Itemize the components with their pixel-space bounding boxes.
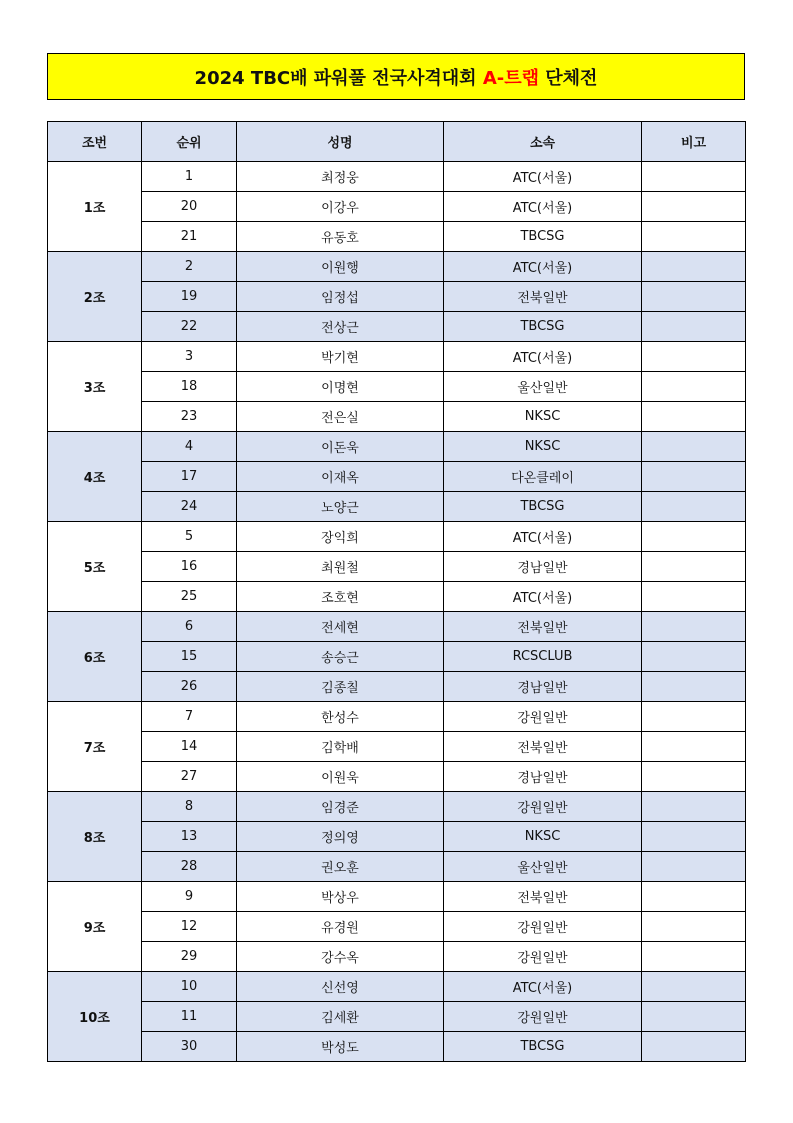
note-cell (642, 972, 746, 1002)
note-cell (642, 432, 746, 462)
name-cell: 전은실 (237, 402, 444, 432)
affiliation-cell: TBCSG (444, 492, 642, 522)
affiliation-cell: 전북일반 (444, 882, 642, 912)
rank-cell: 12 (142, 912, 237, 942)
name-cell: 이명현 (237, 372, 444, 402)
note-cell (642, 792, 746, 822)
note-cell (642, 522, 746, 552)
table-row (48, 252, 746, 282)
note-cell (642, 402, 746, 432)
rank-cell: 28 (142, 852, 237, 882)
name-cell: 임경준 (237, 792, 444, 822)
rank-cell: 2 (142, 252, 237, 282)
rank-cell: 4 (142, 432, 237, 462)
group-label-cell: 1조 (48, 162, 142, 252)
note-cell (642, 192, 746, 222)
rank-cell: 17 (142, 462, 237, 492)
name-cell: 유경원 (237, 912, 444, 942)
table-row (48, 732, 746, 762)
table-row (48, 282, 746, 312)
note-cell (642, 732, 746, 762)
name-cell: 유동호 (237, 222, 444, 252)
note-cell (642, 822, 746, 852)
note-cell (642, 1032, 746, 1062)
name-cell: 권오훈 (237, 852, 444, 882)
affiliation-cell: 강원일반 (444, 702, 642, 732)
name-cell: 최정웅 (237, 162, 444, 192)
table-row (48, 792, 746, 822)
note-cell (642, 852, 746, 882)
name-cell: 임정섭 (237, 282, 444, 312)
affiliation-cell: TBCSG (444, 222, 642, 252)
name-cell: 정의영 (237, 822, 444, 852)
affiliation-cell: NKSC (444, 822, 642, 852)
table-row (48, 552, 746, 582)
note-cell (642, 582, 746, 612)
affiliation-cell: ATC(서울) (444, 192, 642, 222)
affiliation-cell: 강원일반 (444, 912, 642, 942)
affiliation-cell: TBCSG (444, 312, 642, 342)
table-body (48, 162, 746, 1062)
name-cell: 전세현 (237, 612, 444, 642)
note-cell (642, 312, 746, 342)
rank-cell: 25 (142, 582, 237, 612)
note-cell (642, 552, 746, 582)
name-cell: 이원욱 (237, 762, 444, 792)
rank-cell: 24 (142, 492, 237, 522)
table-row (48, 402, 746, 432)
affiliation-cell: TBCSG (444, 1032, 642, 1062)
name-cell: 김세환 (237, 1002, 444, 1032)
table-row (48, 822, 746, 852)
rank-cell: 5 (142, 522, 237, 552)
note-cell (642, 282, 746, 312)
name-cell: 최원철 (237, 552, 444, 582)
table-row (48, 882, 746, 912)
table-row (48, 672, 746, 702)
group-label-cell: 8조 (48, 792, 142, 882)
rank-cell: 8 (142, 792, 237, 822)
table-row (48, 1032, 746, 1062)
rank-cell: 19 (142, 282, 237, 312)
group-label-cell: 9조 (48, 882, 142, 972)
affiliation-cell: RCSCLUB (444, 642, 642, 672)
table-row (48, 522, 746, 552)
note-cell (642, 222, 746, 252)
title-suffix-text: 단체전 (539, 67, 598, 89)
header-affiliation: 소속 (444, 122, 642, 162)
affiliation-cell: NKSC (444, 402, 642, 432)
affiliation-cell: 경남일반 (444, 672, 642, 702)
rank-cell: 29 (142, 942, 237, 972)
name-cell: 신선영 (237, 972, 444, 1002)
rank-cell: 15 (142, 642, 237, 672)
name-cell: 노양근 (237, 492, 444, 522)
table-row (48, 312, 746, 342)
affiliation-cell: ATC(서울) (444, 582, 642, 612)
rank-cell: 11 (142, 1002, 237, 1032)
name-cell: 김학배 (237, 732, 444, 762)
table-row (48, 432, 746, 462)
affiliation-cell: NKSC (444, 432, 642, 462)
rank-cell: 10 (142, 972, 237, 1002)
name-cell: 박상우 (237, 882, 444, 912)
table-row (48, 462, 746, 492)
document-title (47, 53, 745, 100)
affiliation-cell: 경남일반 (444, 762, 642, 792)
name-cell: 조호현 (237, 582, 444, 612)
note-cell (642, 642, 746, 672)
table-row (48, 1002, 746, 1032)
table-row (48, 342, 746, 372)
affiliation-cell: 울산일반 (444, 852, 642, 882)
header-group-number: 조번 (48, 122, 142, 162)
name-cell: 강수옥 (237, 942, 444, 972)
group-label-cell: 3조 (48, 342, 142, 432)
affiliation-cell: 울산일반 (444, 372, 642, 402)
note-cell (642, 372, 746, 402)
header-row (48, 122, 746, 162)
rank-cell: 22 (142, 312, 237, 342)
rank-cell: 27 (142, 762, 237, 792)
header-name: 성명 (237, 122, 444, 162)
table-row (48, 762, 746, 792)
affiliation-cell: ATC(서울) (444, 342, 642, 372)
name-cell: 한성수 (237, 702, 444, 732)
rank-cell: 13 (142, 822, 237, 852)
affiliation-cell: 다온클레이 (444, 462, 642, 492)
table-row (48, 192, 746, 222)
rank-cell: 23 (142, 402, 237, 432)
header-note: 비고 (642, 122, 746, 162)
affiliation-cell: 강원일반 (444, 792, 642, 822)
affiliation-cell: ATC(서울) (444, 252, 642, 282)
rank-cell: 9 (142, 882, 237, 912)
note-cell (642, 672, 746, 702)
affiliation-cell: ATC(서울) (444, 972, 642, 1002)
title-accent-text: A-트랩 (482, 67, 539, 89)
name-cell: 이재옥 (237, 462, 444, 492)
group-label-cell: 7조 (48, 702, 142, 792)
rank-cell: 7 (142, 702, 237, 732)
table-row (48, 912, 746, 942)
name-cell: 이돈욱 (237, 432, 444, 462)
table-header (48, 122, 746, 162)
affiliation-cell: 강원일반 (444, 1002, 642, 1032)
affiliation-cell: 경남일반 (444, 552, 642, 582)
affiliation-cell: ATC(서울) (444, 522, 642, 552)
note-cell (642, 492, 746, 522)
rank-cell: 26 (142, 672, 237, 702)
note-cell (642, 342, 746, 372)
table-row (48, 942, 746, 972)
note-cell (642, 912, 746, 942)
name-cell: 장익희 (237, 522, 444, 552)
rank-cell: 18 (142, 372, 237, 402)
table-row (48, 702, 746, 732)
table-row (48, 612, 746, 642)
note-cell (642, 162, 746, 192)
title-text: 2024 TBC배 파워풀 전국사격대회 (194, 67, 483, 89)
affiliation-cell: 전북일반 (444, 732, 642, 762)
affiliation-cell: 전북일반 (444, 612, 642, 642)
name-cell: 송승근 (237, 642, 444, 672)
name-cell: 이강우 (237, 192, 444, 222)
note-cell (642, 1002, 746, 1032)
affiliation-cell: ATC(서울) (444, 162, 642, 192)
rank-cell: 1 (142, 162, 237, 192)
name-cell: 박성도 (237, 1032, 444, 1062)
note-cell (642, 762, 746, 792)
affiliation-cell: 전북일반 (444, 282, 642, 312)
rank-cell: 16 (142, 552, 237, 582)
note-cell (642, 942, 746, 972)
note-cell (642, 252, 746, 282)
team-roster-table (47, 121, 746, 1062)
name-cell: 전상근 (237, 312, 444, 342)
table-row (48, 642, 746, 672)
table-row (48, 372, 746, 402)
name-cell: 박기현 (237, 342, 444, 372)
note-cell (642, 462, 746, 492)
note-cell (642, 612, 746, 642)
group-label-cell: 5조 (48, 522, 142, 612)
group-label-cell: 6조 (48, 612, 142, 702)
rank-cell: 21 (142, 222, 237, 252)
table-row (48, 972, 746, 1002)
rank-cell: 30 (142, 1032, 237, 1062)
group-label-cell: 4조 (48, 432, 142, 522)
rank-cell: 6 (142, 612, 237, 642)
table-row (48, 492, 746, 522)
name-cell: 이원행 (237, 252, 444, 282)
rank-cell: 14 (142, 732, 237, 762)
name-cell: 김종칠 (237, 672, 444, 702)
note-cell (642, 882, 746, 912)
rank-cell: 20 (142, 192, 237, 222)
header-rank: 순위 (142, 122, 237, 162)
table-row (48, 582, 746, 612)
affiliation-cell: 강원일반 (444, 942, 642, 972)
group-label-cell: 10조 (48, 972, 142, 1062)
table-row (48, 852, 746, 882)
table-row (48, 222, 746, 252)
table-row (48, 162, 746, 192)
rank-cell: 3 (142, 342, 237, 372)
group-label-cell: 2조 (48, 252, 142, 342)
note-cell (642, 702, 746, 732)
